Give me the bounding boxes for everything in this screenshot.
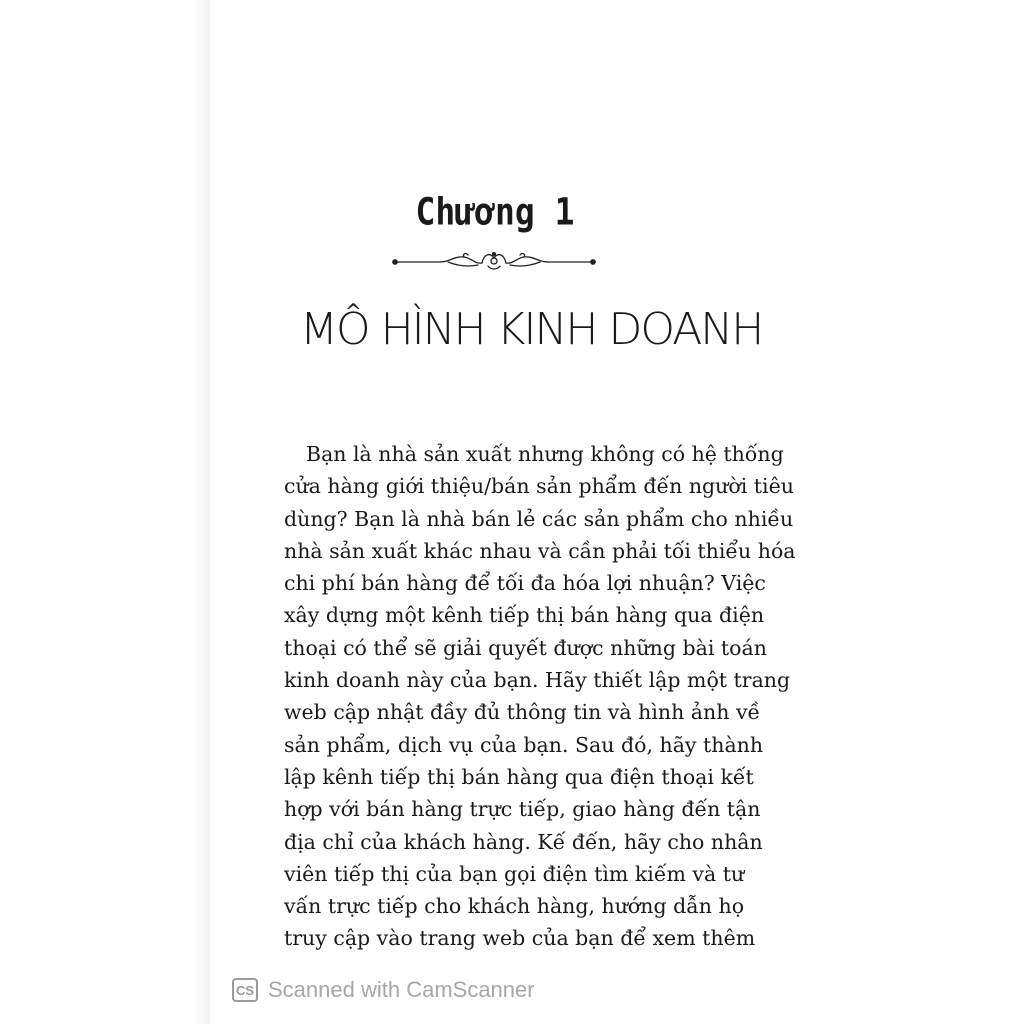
text-line: xây dựng một kênh tiếp thị bán hàng qua điện	[284, 603, 765, 628]
camscanner-logo-icon: CS	[232, 978, 258, 1002]
text-line: cửa hàng giới thiệu/bán sản phẩm đến người tiêu	[284, 474, 794, 499]
text-line: sản phẩm, dịch vụ của bạn. Sau đó, hãy thành	[284, 732, 764, 757]
text-line: chi phí bán hàng để tối đa hóa lợi nhuận? Việc	[284, 571, 766, 596]
text-line: viên tiếp thị của bạn gọi điện tìm kiếm và tư	[284, 861, 745, 886]
text-line: truy cập vào trang web của bạn để xem thêm	[284, 926, 756, 951]
text-line: lập kênh tiếp thị bán hàng qua điện thoại kết	[284, 764, 754, 789]
text-line: kinh doanh này của bạn. Hãy thiết lập một trang	[284, 668, 791, 693]
chapter-label: Chương 1	[415, 189, 575, 234]
text-line: địa chỉ của khách hàng. Kế đến, hãy cho nhân	[284, 829, 763, 854]
text-line: hợp với bán hàng trực tiếp, giao hàng đến tận	[284, 797, 761, 822]
scan-margin-shadow	[0, 0, 210, 1024]
scroll-flourish-icon	[388, 248, 600, 274]
body-paragraph	[284, 438, 796, 955]
camscanner-watermark	[232, 976, 535, 1004]
text-line: vấn trực tiếp cho khách hàng, hướng dẫn họ	[284, 894, 745, 919]
text-line: thoại có thể sẽ giải quyết được những bài toán	[284, 635, 767, 660]
text-line: Bạn là nhà sản xuất nhưng không có hệ thống	[306, 442, 784, 466]
watermark-text: Scanned with CamScanner	[268, 977, 535, 1002]
chapter-title: MÔ HÌNH KINH DOANH	[300, 304, 763, 355]
text-line: nhà sản xuất khác nhau và cần phải tối thiểu hóa	[284, 538, 796, 563]
text-line: web cập nhật đầy đủ thông tin và hình ảnh về	[284, 700, 761, 725]
text-line: dùng? Bạn là nhà bán lẻ các sản phẩm cho nhiều	[284, 506, 794, 531]
